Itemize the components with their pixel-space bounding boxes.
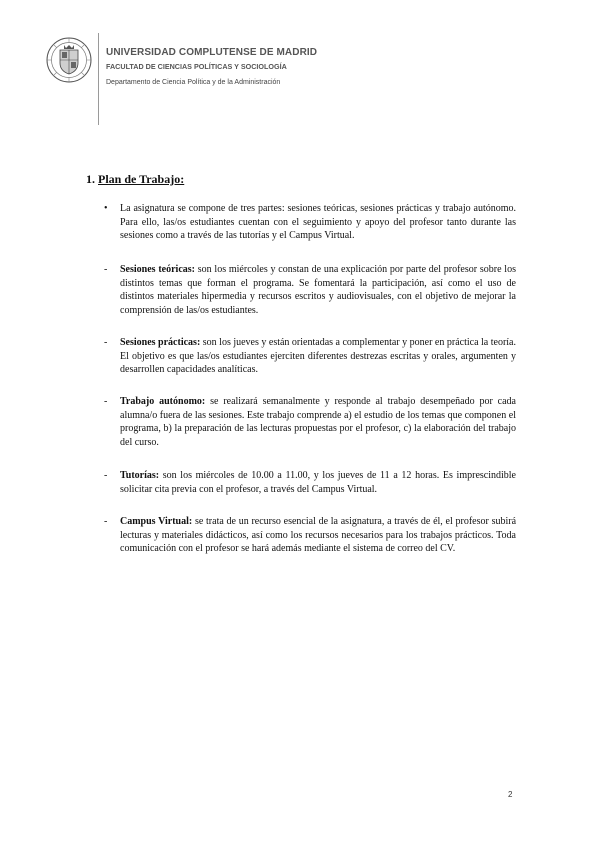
dash-marker: - xyxy=(104,470,108,481)
item-text: La asignatura se compone de tres partes: sesiones teóricas, sesiones prácticas y trabajo autónomo. Para ello, las/os estudiantes cuentan con el seguimiento y apoyo del profesor tanto durante las sesiones como a través de las tutorías y el Campus Virtual. xyxy=(120,203,516,241)
list-item xyxy=(104,336,516,377)
dash-marker: - xyxy=(104,264,108,275)
list-item xyxy=(104,202,516,243)
list-item xyxy=(104,395,516,449)
university-name: UNIVERSIDAD COMPLUTENSE DE MADRID xyxy=(106,47,318,58)
page-number: 2 xyxy=(508,790,513,799)
list-item xyxy=(104,515,516,556)
item-term: Trabajo autónomo: xyxy=(120,396,206,407)
item-term: Tutorías: xyxy=(120,470,160,481)
item-term: Sesiones prácticas: xyxy=(120,337,201,348)
item-text: son los miércoles y constan de una explicación por parte del profesor sobre los distintos temas que forman el programa. Se fomentará la participación, así como el uso de distintos materiales hipermedia y recursos escritos y audiovisuales, con el objetivo de mejorar la comprensión de las/os estudiantes. xyxy=(120,264,516,316)
dash-marker: - xyxy=(104,396,108,407)
header-text xyxy=(106,47,317,86)
dash-marker: - xyxy=(104,516,108,527)
section-title-text: Plan de Trabajo: xyxy=(98,172,185,186)
university-seal-icon xyxy=(46,37,92,83)
item-text: son los jueves y están orientadas a complementar y poner en práctica la teoría. El objetivo es que las/os estudiantes ejerciten diferentes destrezas escritas y orales, argumenten y desarrollen capacidades analíticas. xyxy=(120,337,516,375)
department-name: Departamento de Ciencia Política y de la Administración xyxy=(106,79,281,86)
document-header xyxy=(40,33,560,128)
item-term: Sesiones teóricas: xyxy=(120,264,195,275)
header-divider xyxy=(98,33,99,125)
list-item xyxy=(104,263,516,317)
item-text: se realizará semanalmente y responde al trabajo desempeñado por cada alumna/o fuera de las sesiones. Este trabajo comprende a) el estudio de los temas que componen el programa, b) la preparación de las lecturas propuestas por el profesor, c) la elaboración del trabajo del curso. xyxy=(120,396,516,448)
dash-marker: - xyxy=(104,337,108,348)
section-number: 1. xyxy=(86,172,95,186)
bullet-marker: • xyxy=(104,203,108,214)
list-item xyxy=(104,469,516,496)
item-text: son los miércoles de 10.00 a 11.00, y los jueves de 11 a 12 horas. Es imprescindible solicitar cita previa con el profesor, a través del Campus Virtual. xyxy=(120,470,516,495)
faculty-name: FACULTAD DE CIENCIAS POLÍTICAS Y SOCIOLOGÍA xyxy=(106,62,287,71)
section-title xyxy=(86,172,184,187)
item-term: Campus Virtual: xyxy=(120,516,193,527)
item-text: se trata de un recurso esencial de la asignatura, a través de él, el profesor subirá lecturas y materiales didácticos, así como los recursos necesarios para los trabajos prácticos. Toda comunicación con el profesor se hará además mediante el sistema de correo del CV. xyxy=(120,516,517,554)
